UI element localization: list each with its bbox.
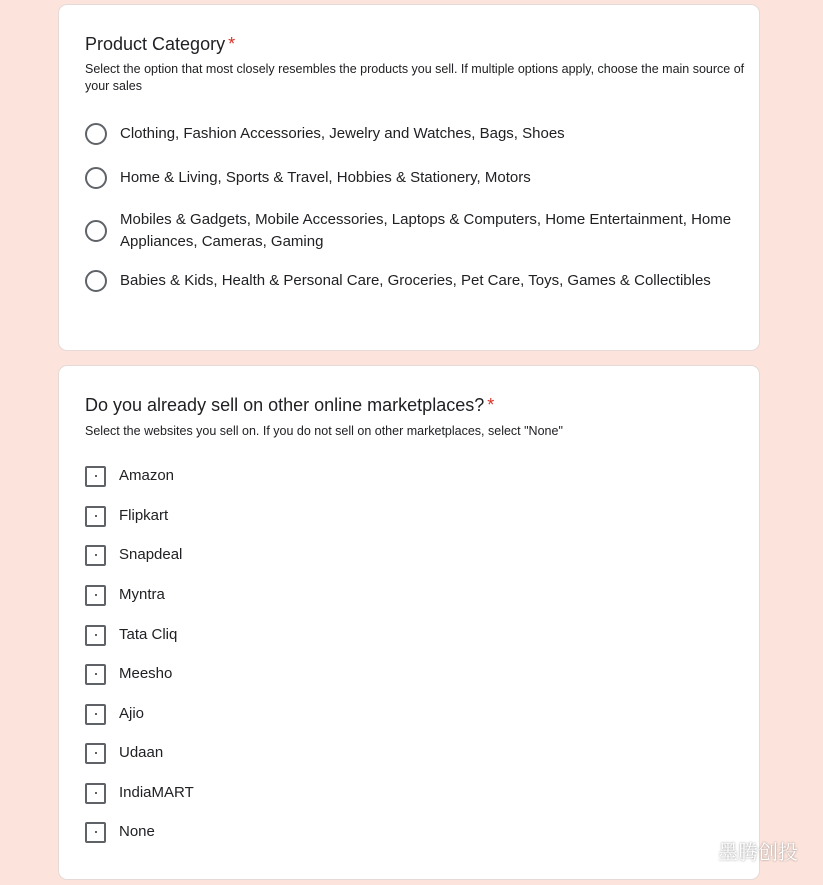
checkbox[interactable]	[85, 743, 106, 764]
marketplace-option-none[interactable]	[85, 821, 735, 843]
option-label: Clothing, Fashion Accessories, Jewelry and Watches, Bags, Shoes	[120, 125, 565, 142]
product-category-title	[85, 33, 235, 55]
option-label: Tata Cliq	[119, 626, 178, 643]
category-option-clothing[interactable]	[85, 123, 735, 145]
checkbox[interactable]	[85, 545, 106, 566]
option-label: Ajio	[119, 705, 145, 722]
option-label: Mobiles & Gadgets, Mobile Accessories, Laptops & Computers, Home Entertainment, Home Appliances, Cameras, Gaming	[120, 211, 732, 250]
marketplace-option-amazon[interactable]	[85, 465, 735, 487]
marketplace-option-meesho[interactable]	[85, 663, 735, 685]
checkbox[interactable]	[85, 585, 106, 606]
required-asterisk: *	[487, 395, 495, 415]
marketplace-option-tata-cliq[interactable]	[85, 624, 735, 646]
marketplace-option-flipkart[interactable]	[85, 505, 735, 527]
checkbox[interactable]	[85, 664, 106, 685]
radio-button[interactable]	[85, 167, 107, 189]
category-option-babies-kids[interactable]	[85, 270, 735, 292]
marketplace-option-snapdeal[interactable]	[85, 544, 735, 566]
marketplaces-card	[58, 365, 760, 880]
option-label: Meesho	[119, 665, 173, 682]
product-category-title-text: Product Category	[85, 34, 226, 54]
checkbox[interactable]	[85, 704, 106, 725]
option-label: Amazon	[119, 467, 175, 484]
marketplaces-title-text: Do you already sell on other online marketplaces?	[85, 395, 485, 415]
checkbox[interactable]	[85, 466, 106, 487]
option-label: Flipkart	[119, 507, 169, 524]
option-label: None	[119, 823, 155, 840]
radio-button[interactable]	[85, 220, 107, 242]
option-label: IndiaMART	[119, 784, 194, 801]
marketplace-option-udaan[interactable]	[85, 742, 735, 764]
marketplaces-title	[85, 394, 494, 416]
marketplaces-description: Select the websites you sell on. If you do not sell on other marketplaces, select "None"	[85, 424, 563, 438]
required-asterisk: *	[228, 34, 236, 54]
marketplace-option-ajio[interactable]	[85, 703, 735, 725]
watermark	[676, 836, 798, 865]
radio-button[interactable]	[85, 123, 107, 145]
checkbox[interactable]	[85, 783, 106, 804]
option-label: Home & Living, Sports & Travel, Hobbies & Stationery, Motors	[120, 169, 531, 186]
product-category-card	[58, 4, 760, 351]
option-label: Snapdeal	[119, 546, 183, 563]
checkbox[interactable]	[85, 506, 106, 527]
wechat-icon	[676, 836, 712, 865]
option-label: Myntra	[119, 586, 165, 603]
watermark-text: 墨腾创投	[718, 840, 798, 864]
checkbox[interactable]	[85, 625, 106, 646]
marketplace-option-indiamart[interactable]	[85, 782, 735, 804]
marketplace-option-myntra[interactable]	[85, 584, 735, 606]
option-label: Udaan	[119, 744, 164, 761]
category-option-home-living[interactable]	[85, 167, 735, 189]
category-option-mobiles-gadgets[interactable]	[85, 209, 735, 253]
radio-button[interactable]	[85, 270, 107, 292]
option-label: Babies & Kids, Health & Personal Care, Groceries, Pet Care, Toys, Games & Collectibles	[120, 272, 711, 289]
product-category-description: Select the option that most closely resembles the products you sell. If multiple options apply, choose the main source of your sales	[85, 62, 745, 93]
checkbox[interactable]	[85, 822, 106, 843]
